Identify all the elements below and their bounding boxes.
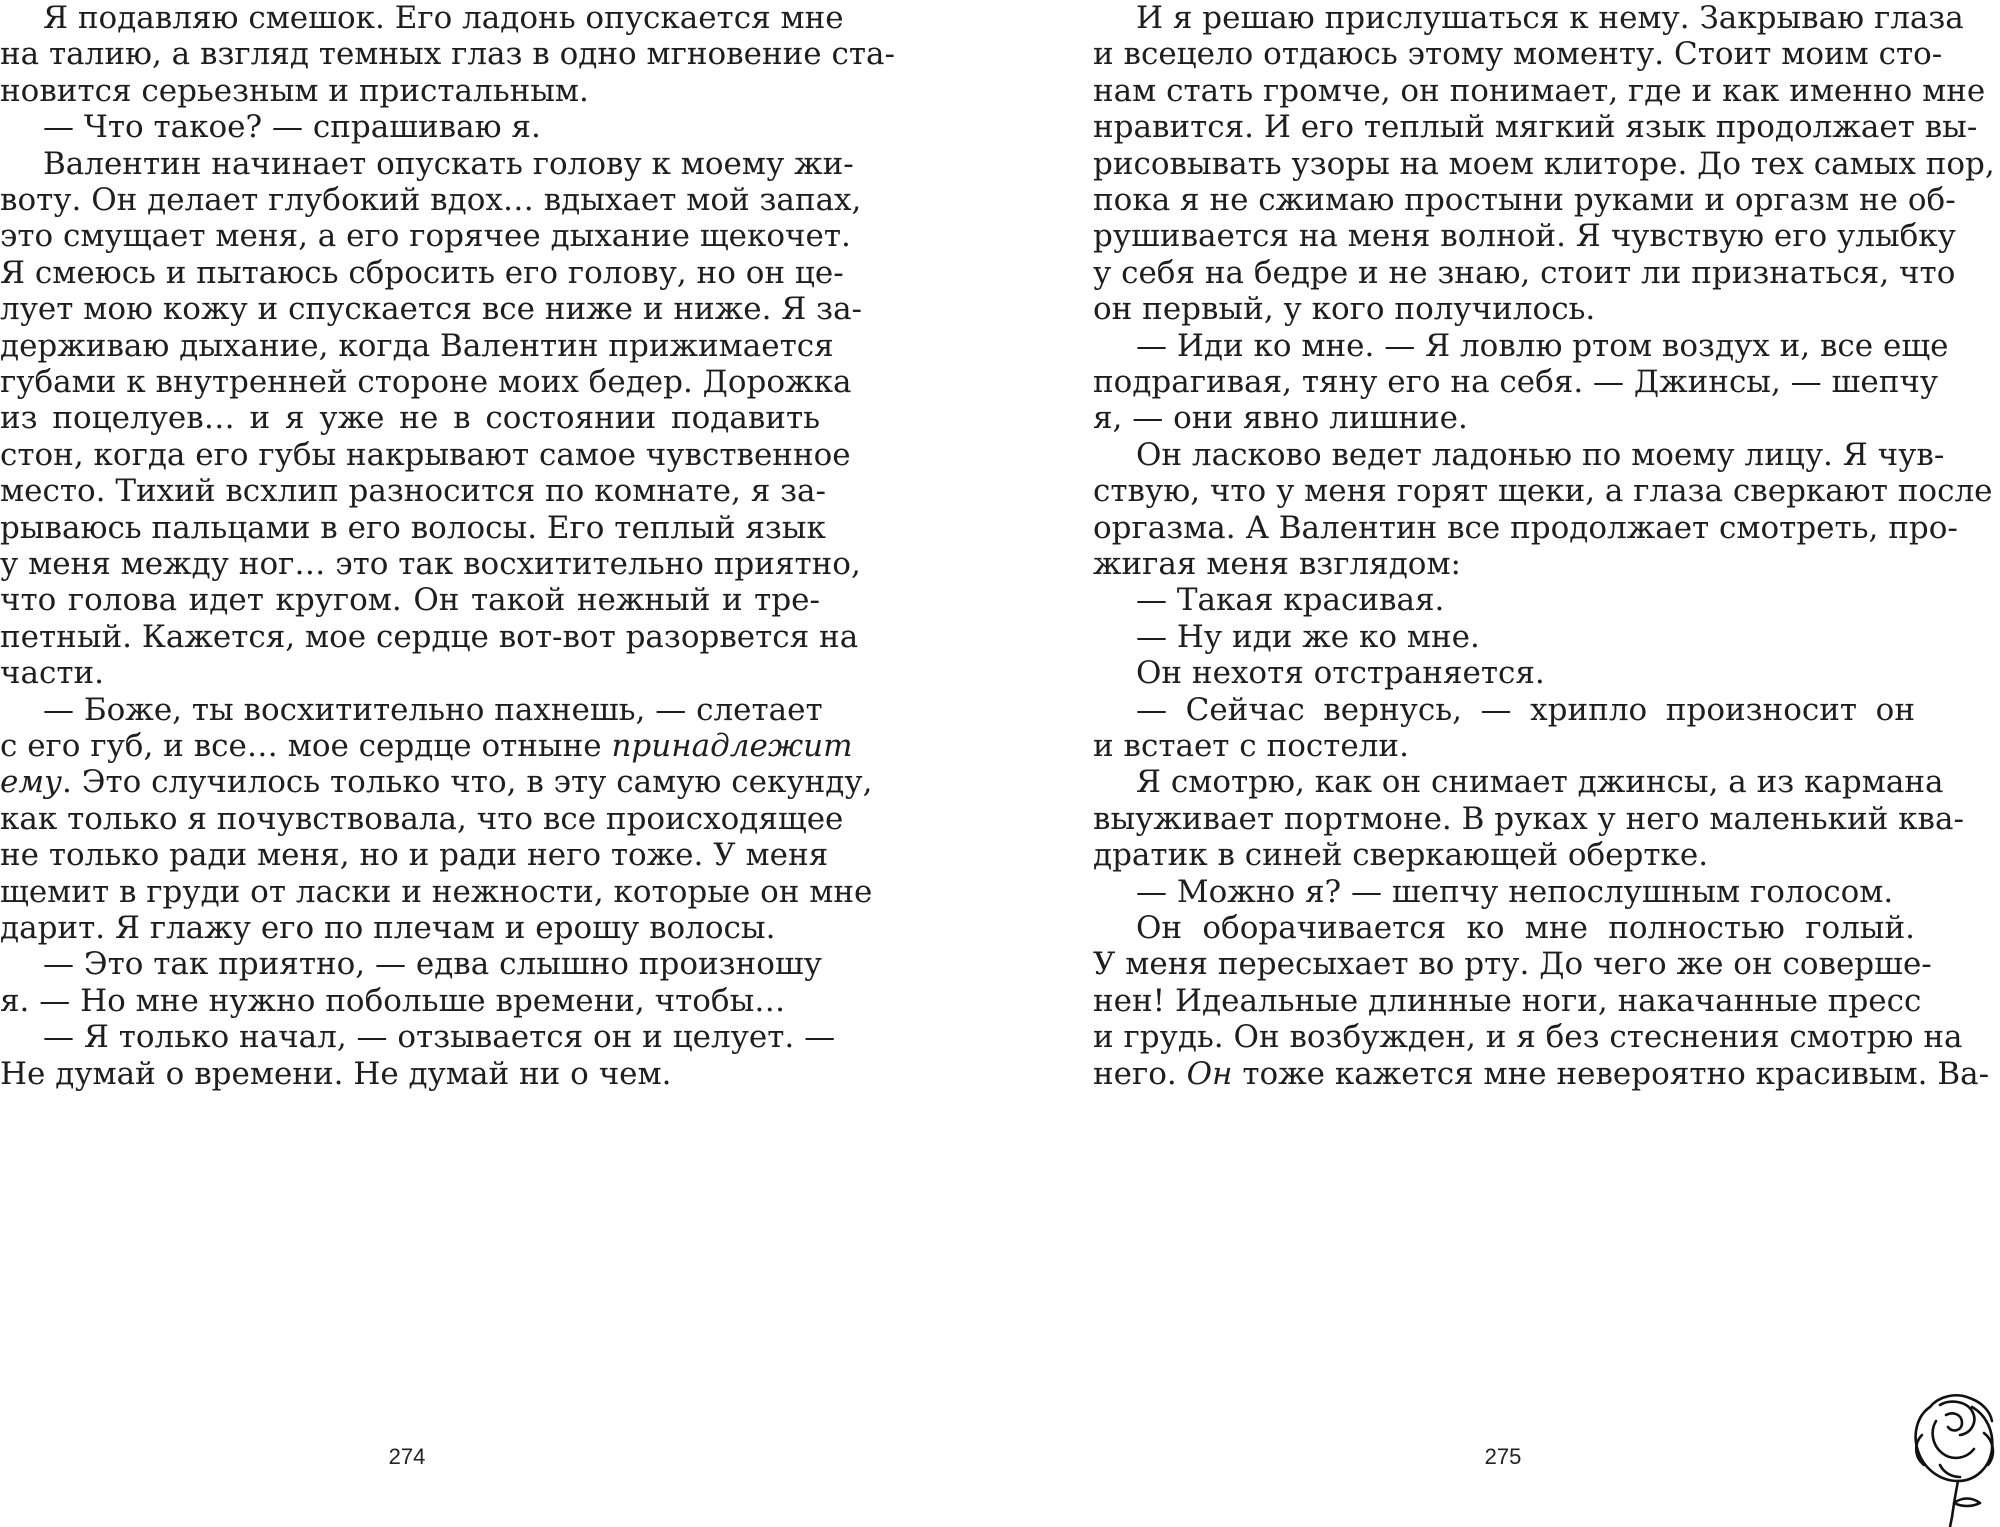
text-run: у меня между ног… это так восхитительно приятно,	[0, 546, 861, 582]
rose-icon	[1900, 1385, 2000, 1527]
text-run: воту. Он делает глубокий вдох… вдыхает мой запах,	[0, 182, 862, 218]
text-run: нам стать громче, он понимает, где и как именно мне	[1093, 72, 1986, 109]
text-run: него.	[1093, 1055, 1187, 1092]
text-run: лует мою кожу и спускается все ниже и ниже. Я за-	[0, 291, 863, 328]
text-run: и встает с постели.	[1093, 728, 1409, 764]
text-run: Он нехотя отстраняется.	[1136, 655, 1545, 692]
text-run: — Боже, ты восхитительно пахнешь, — слетает	[43, 691, 823, 728]
text-run: дарит. Я глажу его по плечам и ерошу волосы.	[0, 910, 776, 946]
text-run: . Это случилось только что, в эту самую секунду,	[62, 764, 873, 801]
text-run: у себя на бедре и не знаю, стоит ли признаться, что	[1093, 254, 1956, 291]
text-run: Валентин начинает опускать голову к моему жи-	[43, 145, 854, 182]
text-run: и грудь. Он возбужден, и я без стеснения смотрю на	[1093, 1019, 1963, 1056]
text-run: — Иди ко мне. — Я ловлю ртом воздух и, все еще	[1136, 327, 1949, 364]
text-run: дратик в синей сверкающей обертке.	[1093, 837, 1709, 874]
text-run: Я подавляю смешок. Его ладонь опускается мне	[43, 0, 844, 36]
italic-text: принадлежит	[611, 728, 853, 764]
text-run: на талию, а взгляд темных глаз в одно мгновение ста-	[0, 36, 895, 73]
text-run: новится серьезным и пристальным.	[0, 72, 589, 109]
text-run: ствую, что у меня горят щеки, а глаза сверкают после	[1093, 473, 1993, 510]
text-run: я. — Но мне нужно побольше времени, чтобы…	[0, 982, 786, 1019]
text-run: место. Тихий всхлип разносится по комнате, я за-	[0, 473, 826, 510]
text-run: — Можно я? — шепчу непослушным голосом.	[1136, 873, 1894, 910]
text-run: рываюсь пальцами в его волосы. Его теплый язык	[0, 509, 826, 546]
text-run: нравится. И его теплый мягкий язык продолжает вы-	[1093, 109, 1978, 146]
text-run: петный. Кажется, мое сердце вот-вот разорвется на	[0, 618, 859, 655]
text-run: — Такая красивая.	[1136, 582, 1445, 619]
text-run: из поцелуев… и я уже не в состоянии подавить	[0, 400, 820, 437]
text-run: — Ну иди же ко мне.	[1136, 618, 1480, 655]
text-run: части.	[0, 655, 105, 692]
text-run: это смущает меня, а его горячее дыхание щекочет.	[0, 218, 851, 255]
text-run: он первый, у кого получилось.	[1093, 291, 1596, 328]
text-run: — Что такое? — спрашиваю я.	[43, 109, 541, 146]
text-run: У меня пересыхает во рту. До чего же он соверше-	[1093, 946, 1932, 983]
text-run: Не думай о времени. Не думай ни о чем.	[0, 1055, 672, 1092]
text-run: выуживает портмоне. В руках у него маленький ква-	[1093, 800, 1964, 837]
text-run: не только ради меня, но и ради него тоже. У меня	[0, 837, 829, 874]
text-run: что голова идет кругом. Он такой нежный и тре-	[0, 582, 820, 619]
italic-text: Он	[1186, 1055, 1233, 1092]
page-number-left: 274	[388, 1444, 426, 1469]
text-run: Он ласково ведет ладонью по моему лицу. Я чув-	[1136, 436, 1945, 473]
text-run: — Сейчас вернусь, — хрипло произносит он	[1136, 691, 1915, 728]
text-run: щемит в груди от ласки и нежности, которые он мне	[0, 873, 873, 910]
text-run: оргазма. А Валентин все продолжает смотреть, про-	[1093, 509, 1958, 546]
text-line	[0, 1051, 820, 1097]
text-run: нен! Идеальные длинные ноги, накачанные пресс	[1093, 982, 1922, 1019]
text-run: — Я только начал, — отзывается он и целует. —	[43, 1019, 836, 1056]
text-run: Я смотрю, как он снимает джинсы, а из кармана	[1136, 764, 1944, 801]
text-run: пока я не сжимаю простыни руками и оргазм не об-	[1093, 182, 1956, 218]
italic-text: ему	[0, 764, 63, 801]
text-run: стон, когда его губы накрывают самое чувственное	[0, 436, 851, 473]
text-run: — Это так приятно, — едва слышно произношу	[43, 946, 822, 983]
text-line	[1093, 1051, 1990, 1097]
text-run: держиваю дыхание, когда Валентин прижимается	[0, 327, 834, 364]
text-run: с его губ, и все… мое сердце отныне	[0, 728, 612, 764]
text-run: и всецело отдаюсь этому моменту. Стоит моим сто-	[1093, 36, 1943, 73]
text-run: рисовывать узоры на моем клиторе. До тех самых пор,	[1093, 145, 1995, 182]
text-run: Он оборачивается ко мне полностью голый.	[1136, 910, 1915, 946]
text-run: И я решаю прислушаться к нему. Закрываю глаза	[1136, 0, 1964, 36]
page-number-right: 275	[1484, 1444, 1522, 1469]
text-run: я, — они явно лишние.	[1093, 400, 1468, 437]
text-run: тоже кажется мне невероятно красивым. Ва-	[1232, 1055, 1990, 1092]
text-run: жигая меня взглядом:	[1093, 546, 1462, 582]
text-run: губами к внутренней стороне моих бедер. Дорожка	[0, 364, 852, 400]
text-run: Я смеюсь и пытаюсь сбросить его голову, но он це-	[0, 254, 844, 291]
text-run: как только я почувствовала, что все происходящее	[0, 800, 844, 837]
text-run: подрагивая, тяну его на себя. — Джинсы, — шепчу	[1093, 364, 1939, 400]
text-run: рушивается на меня волной. Я чувствую его улыбку	[1093, 218, 1956, 255]
